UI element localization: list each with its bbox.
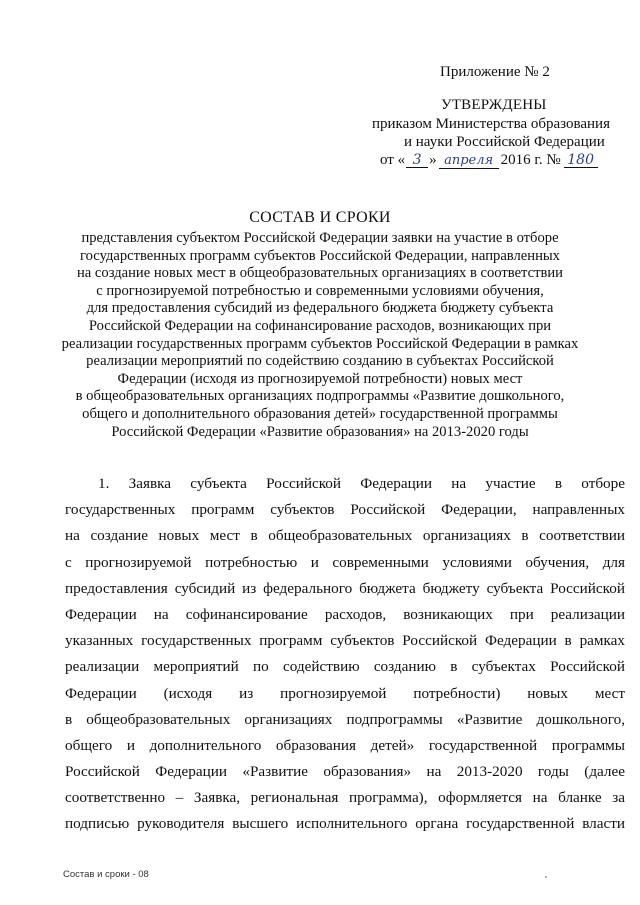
subtitle-line: реализации мероприятий по содействию созданию в субъектах Российской [86,353,554,370]
scan-artifact [545,876,547,878]
body-line: Федерации на софинансирование расходов, возникающих при реализации [65,605,625,623]
subtitle-line: для предоставления субсидий из федерального бюджета бюджету субъекта [86,300,554,317]
date-quote-close: » [429,152,437,168]
subtitle-line: общего и дополнительного образования детей» государственной программы [82,405,558,422]
subtitle-line: в общеобразовательных организациях подпрограммы «Развитие дошкольного, [75,388,565,405]
document-title: СОСТАВ И СРОКИ [249,209,391,226]
date-year-number-label: 2016 г. № [500,152,561,168]
body-line: государственных программ субъектов Российской Федерации, направленных [65,501,625,519]
body-line: подписью руководителя высшего исполнительного органа государственной власти [65,815,625,833]
body-line: 1. Заявка субъекта Российской Федерации на участие в отборе [98,475,625,492]
subtitle-line: на создание новых мест в общеобразовательных организациях в соответствии [77,265,563,282]
approved-heading: УТВЕРЖДЕНЫ [441,97,547,113]
body-line: общего и дополнительного образования детей» государственной программы [65,736,625,754]
handwritten-day: 3 [406,153,428,168]
subtitle-line: Российской Федерации «Развитие образования» на 2013-2020 годы [111,423,529,440]
date-prefix: от « [380,152,406,168]
handwritten-month: апреля [439,154,499,169]
order-issuer-line-2: и науки Российской Федерации [404,134,605,150]
body-line: указанных государственных программ субъектов Российской Федерации в рамках [65,632,625,650]
subtitle-line: Российской Федерации на софинансирование расходов, возникающих при [88,317,552,334]
body-line: в общеобразовательных организациях подпрограммы «Развитие дошкольного, [65,710,625,728]
body-line: с прогнозируемой потребностью и современными условиями обучения, для [65,553,625,571]
subtitle-line: представления субъектом Российской Федерации заявки на участие в отборе [81,230,559,246]
appendix-label: Приложение № 2 [440,64,550,80]
subtitle-line: Федерации (исходя из прогнозируемой потребности) новых мест [117,370,523,387]
subtitle-line: с прогнозируемой потребностью и современными условиями обучения, [96,282,544,299]
body-line: Российской Федерации «Развитие образования» на 2013-2020 годы (далее [65,763,625,781]
body-line: на создание новых мест в общеобразовательных организациях в соответствии [65,527,625,545]
order-issuer-line-1: приказом Министерства образования [372,116,610,132]
subtitle-line: реализации государственных программ субъектов Российской Федерации в рамках [61,335,579,352]
page-footer: Состав и сроки - 08 [63,869,149,880]
subtitle-line: государственных программ субъектов Российской Федерации, направленных [80,247,560,264]
body-line: Федерации (исходя из прогнозируемой потребности) новых мест [65,684,625,702]
body-line: соответственно – Заявка, региональная программа), оформляется на бланке за [65,789,625,807]
body-line: предоставления субсидий из федерального бюджета бюджету субъекта Российской [65,579,625,597]
order-date-line [380,152,598,169]
handwritten-order-number: 180 [564,153,598,168]
document-subtitle [60,230,580,441]
paragraph-1 [65,471,625,838]
body-line: реализации мероприятий по содействию созданию в субъектах Российской [65,658,625,676]
